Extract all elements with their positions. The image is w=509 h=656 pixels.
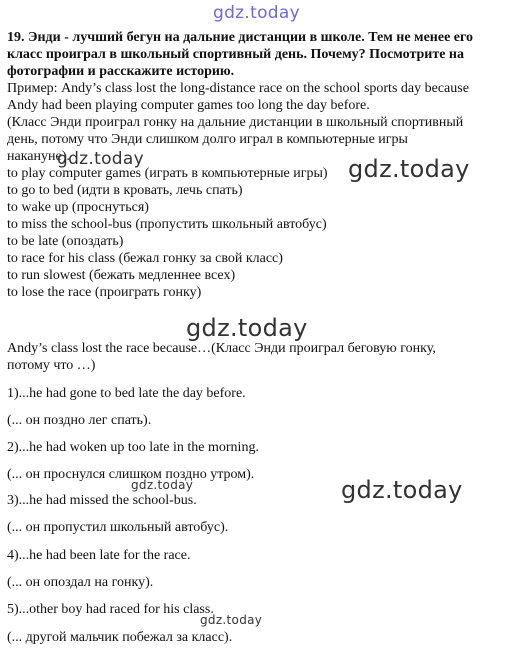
watermark-right-2: gdz.today (341, 476, 463, 504)
answer-translation: (... он поздно лег спать). (7, 413, 152, 428)
answer-translation: (... он опоздал на гонку). (7, 575, 154, 590)
answer-line: 1)...he had gone to bed late the day before. (7, 386, 246, 401)
answer-translation: (... другой мальчик побежал за класс). (7, 630, 233, 645)
watermark-small-2: gdz.today (200, 613, 263, 627)
phrase-item: to miss the school-bus (пропустить школьный автобус) (7, 217, 327, 232)
phrase-item: to run slowest (бежать медленнее всех) (7, 268, 236, 283)
phrase-item: to lose the race (проиграть гонку) (7, 285, 202, 300)
answer-line: 2)...he had woken up too late in the morning. (7, 440, 259, 455)
answer-line: 4)...he had been late for the race. (7, 548, 191, 563)
phrase-item: to go to bed (идти в кровать, лечь спать) (7, 183, 243, 198)
phrase-item: to wake up (проснуться) (7, 200, 149, 215)
answer-translation: (... он пропустил школьный автобус). (7, 520, 229, 535)
phrase-item: to play computer games (играть в компьютерные игры) (7, 166, 328, 181)
heading-line-3: фотографии и расскажите историю. (7, 64, 235, 79)
intro-line-2: потому что …) (7, 358, 96, 373)
answer-line: 5)...other boy had raced for his class. (7, 602, 214, 617)
intro-line-1: Andy’s class lost the race because…(Класс Энди проиграл беговую гонку, (7, 341, 436, 356)
phrase-item: to be late (опоздать) (7, 234, 124, 249)
example-line-2: Andy had been playing computer games too long the day before. (7, 98, 370, 113)
example-line-5: накануне). (7, 149, 70, 164)
watermark-small-1: gdz.today (131, 478, 194, 492)
watermark-top: gdz.today (213, 3, 300, 23)
example-line-4: день, потому что Энди слишком долго играл в компьютерные игры (7, 132, 408, 147)
heading-line-2: класс проиграл в школьный спортивный день. Почему? Посмотрите на (7, 47, 465, 62)
answer-translation: (... он проснулся слишком поздно утром). (7, 467, 255, 482)
example-line-1: Пример: Andy’s class lost the long-distance race on the school sports day because (7, 81, 469, 96)
phrase-item: to race for his class (бежал гонку за свой класс) (7, 251, 283, 266)
watermark-center: gdz.today (186, 314, 308, 342)
watermark-right-1: gdz.today (348, 155, 470, 183)
watermark-inline: gdz.today (57, 149, 144, 169)
heading-line-1: 19. Энди - лучший бегун на дальние дистанции в школе. Тем не менее его (7, 30, 474, 45)
answer-line: 3)...he had missed the school-bus. (7, 493, 197, 508)
example-line-3: (Класс Энди проиграл гонку на дальние дистанции в школьный спортивный (7, 115, 464, 130)
